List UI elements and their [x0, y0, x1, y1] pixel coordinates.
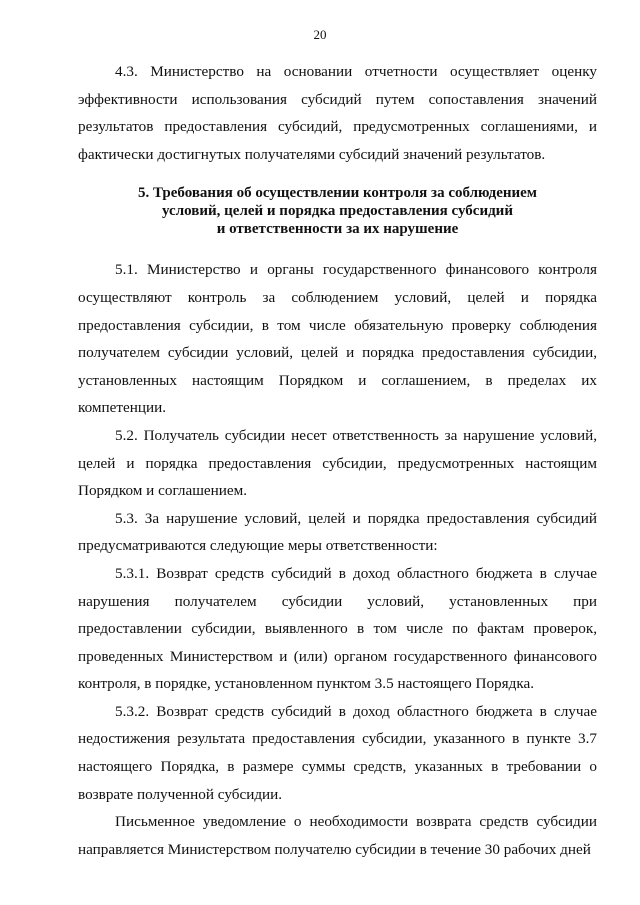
- paragraph-5-3-2: 5.3.2. Возврат средств субсидий в доход областного бюджета в случае недостижения результата предоставления субсидии, указанного в пункте 3.7 настоящего Порядка, в размере суммы средств, указанных в требовании о возврате полученной субсидии.: [78, 702, 597, 803]
- section-heading-5: [78, 184, 597, 238]
- paragraph-4-3: 4.3. Министерство на основании отчетности осуществляет оценку эффективности использования субсидий путем сопоставления значений результатов предоставления субсидий, предусмотренных соглашениями, и фактически достигнутых получателями субсидий значений результатов.: [78, 63, 597, 163]
- section-heading-line-2: условий, целей и порядка предоставления субсидий: [162, 203, 513, 220]
- section-heading-line-3: и ответственности за их нарушение: [216, 221, 459, 238]
- section-heading-line-1: 5. Требования об осуществлении контроля за соблюдением: [137, 185, 538, 202]
- paragraph-notice: Письменное уведомление о необходимости возврата средств субсидии направляется Министерством получателю субсидии в течение 30 рабочих дней: [78, 813, 597, 858]
- page-number: 20: [313, 27, 327, 42]
- paragraph-5-3-1: 5.3.1. Возврат средств субсидий в доход областного бюджета в случае нарушения получателем субсидии условий, установленных при предоставлении субсидии, выявленного в том числе по фактам проверок, проведенных Министерством и (или) органом государственного финансового контроля, в порядке, установленном пунктом 3.5 настоящего Порядка.: [78, 564, 597, 693]
- paragraph-5-2: 5.2. Получатель субсидии несет ответственность за нарушение условий, целей и порядка предоставления субсидии, предусмотренных настоящим Порядком и соглашением.: [78, 426, 597, 500]
- document-body: [78, 58, 597, 863]
- paragraph-5-1: 5.1. Министерство и органы государственного финансового контроля осуществляют контроль за соблюдением условий, целей и порядка предоставления субсидии, в том числе обязательную проверку соблюдения получателем субсидии условий, целей и порядка предоставления субсидии, установленных настоящим Порядком и соглашением, в пределах их компетенции.: [78, 261, 597, 417]
- paragraph-5-3: 5.3. За нарушение условий, целей и порядка предоставления субсидий предусматриваются следующие меры ответственности:: [78, 509, 597, 555]
